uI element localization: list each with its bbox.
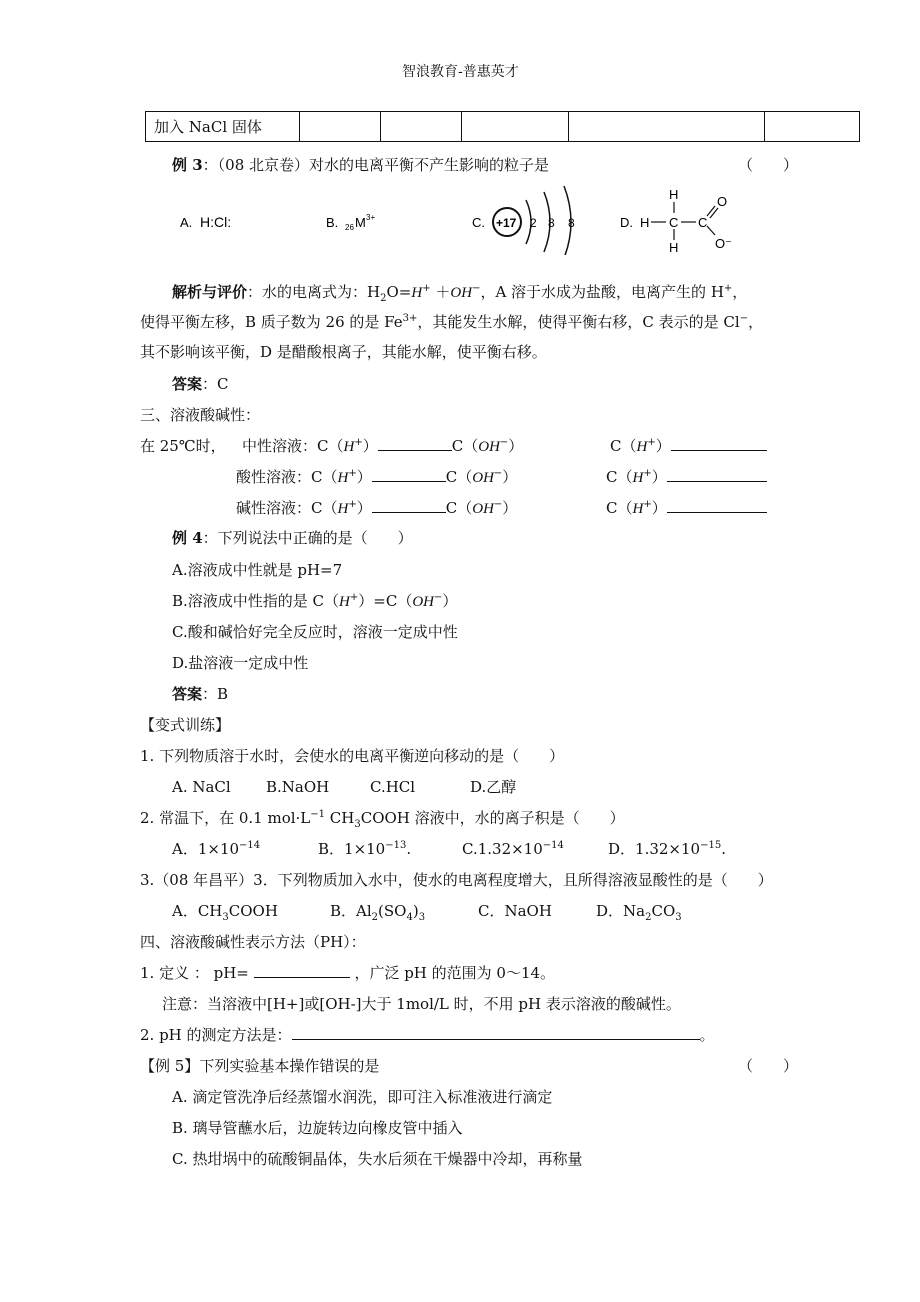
practice-q1-c: C.HCl [370,778,416,796]
example-5-option-c: C. 热坩埚中的硫酸铜晶体，失水后须在干燥器中冷却，再称量 [172,1150,583,1168]
blank-line[interactable] [667,498,767,513]
section-4-title: 四、溶液酸碱性表示方法（PH）： [140,933,366,951]
table-row [146,112,860,142]
practice-q2: 2. 常温下，在 0.1 $mol\cdot L^{-1}$ $CH_3COOH$ 溶液中，水的离子积是（ ） [140,809,625,830]
practice-q3-c: C．NaOH [478,902,552,920]
option-a-formula: H:Cl: [200,214,232,230]
double-bond [710,208,718,218]
option-c [472,186,575,255]
option-b-sup: 3+ [366,213,376,222]
blank-line[interactable] [671,436,767,451]
practice-title: 【变式训练】 [140,716,231,734]
option-b-sub: 26 [345,223,354,232]
blank-line[interactable] [667,467,767,482]
blank-line[interactable] [372,467,446,482]
example-4-option-b: B.溶液成中性指的是 C（H+）=C（OH−） [172,592,458,610]
practice-q2-d: D．$1.32\times 10^{-15}$. [608,840,726,858]
table-cell [381,112,462,142]
analysis-line-2: 使得平衡左移，B 质子数为 26 的是 $Fe^{3+}$，其能发生水解，使得平衡右移，C 表示的是 Cl−， [140,313,764,331]
ph-definition: 1. 定义 ： pH= ，广泛 pH 的范围为 0～14。 [140,964,556,982]
ph-definition-blank[interactable] [254,963,350,978]
practice-q3-b: B．$Al_2(SO_4)_3$ [330,902,426,923]
bond [707,226,715,235]
example-5-question: 【例 5】下列实验基本操作错误的是 [140,1057,380,1075]
ph-method: 2. pH 的测定方法是： 。 [140,1026,715,1044]
data-table [145,111,860,142]
example-4-question: 例 4：下列说法中正确的是（ ） [172,529,413,547]
practice-q3-a: A．$CH_3COOH$ [172,902,278,923]
example-5-paren: （ ） [738,1057,799,1075]
example-5-option-a: A. 滴定管洗净后经蒸馏水润洗，即可注入标准液进行滴定 [172,1088,553,1106]
practice-q3-d: D．$Na_2CO_3$ [596,902,682,923]
answer-4: 答案：B [172,685,229,703]
option-a-letter: A. [180,215,193,230]
option-a [180,214,231,230]
analysis-line-3: 其不影响该平衡，D 是醋酸根离子，其能水解，使平衡右移。 [140,343,547,361]
page-header: 智浪教育-普惠英才 [402,64,519,80]
option-b-letter: B. [326,215,339,230]
example-3-paren: （ ） [738,156,799,174]
option-b [326,213,375,232]
option-b-symbol: M [355,215,366,230]
practice-q2-b: B．$1\times 10^{-13}$. [318,840,412,858]
ph-note: 注意：当溶液中[H+]或[OH-]大于 1mol/L 时，不用 pH 表示溶液的酸碱性。 [162,995,681,1013]
blank-line[interactable] [378,436,452,451]
practice-q1-b: B.NaOH [266,778,330,796]
section-3-title: 三、溶液酸碱性： [140,406,261,424]
option-d-h-top: H [669,187,679,202]
option-c-letter: C. [472,215,485,230]
option-c-e1: 2 [530,216,537,230]
blank-line[interactable] [372,498,446,513]
practice-q1: 1. 下列物质溶于水时，会使水的电离平衡逆向移动的是（ ） [140,747,565,765]
example-3-options-figure [170,180,770,255]
option-d-oxygen-minus: O⁻ [715,236,732,251]
analysis-line-1: 解析与评价：水的电离式为：$H_2O=H^+ +OH^-$，A 溶于水成为盐酸，电离产生的 H+， [172,283,748,304]
example-3-question: 例 3：（08 北京卷）对水的电离平衡不产生影响的粒子是 [172,156,550,174]
table-cell [462,112,569,142]
practice-q2-a: A．$1\times 10^{-14}$ [172,840,261,858]
basic-row: 碱性溶液：C（H+） C（OH−） [236,499,518,517]
table-cell [569,112,765,142]
option-d-oxygen: O [717,194,728,209]
option-d-carbon1: C [669,215,679,230]
practice-q1-a: A. NaCl [172,778,231,796]
neutral-row: 中性溶液：C（H+） C（OH−） [242,437,524,455]
table-cell-label: 加入 NaCl 固体 [146,112,300,142]
acidic-row-right: C（H+） [606,467,767,488]
option-d-carbon2: C [698,215,708,230]
practice-q3: 3.（08 年昌平）3．下列物质加入水中，使水的电离程度增大，且所得溶液显酸性的是（ ） [140,871,773,889]
basic-row-right: C（H+） [606,498,767,519]
table-cell [300,112,381,142]
option-d-h-left: H [640,215,650,230]
option-d-h-bottom: H [669,240,679,255]
option-c-e2: 8 [548,216,555,230]
double-bond [707,206,715,216]
example-4-option-a: A.溶液成中性就是 pH=7 [172,561,343,579]
ph-method-blank[interactable] [292,1025,700,1040]
practice-q2-c: $C.1.32\times 10^{-14}$ [462,840,564,858]
acidic-row: 酸性溶液：C（H+） C（OH−） [236,468,518,486]
table-cell [765,112,860,142]
example-4-option-c: C.酸和碱恰好完全反应时，溶液一定成中性 [172,623,458,641]
option-c-nucleus: +17 [496,216,517,230]
option-d-letter: D. [620,215,633,230]
answer-3: 答案：C [172,375,229,393]
neutral-row-right: C（H+） [610,436,767,457]
practice-q1-d: D.乙醇 [470,778,517,796]
example-5-option-b: B. 璃导管蘸水后，边旋转边向橡皮管中插入 [172,1119,463,1137]
example-4-option-d: D.盐溶液一定成中性 [172,654,309,672]
option-c-e3: 8 [568,216,575,230]
option-d [620,187,732,255]
section-3-prefix: 在 25℃时， [140,437,226,455]
